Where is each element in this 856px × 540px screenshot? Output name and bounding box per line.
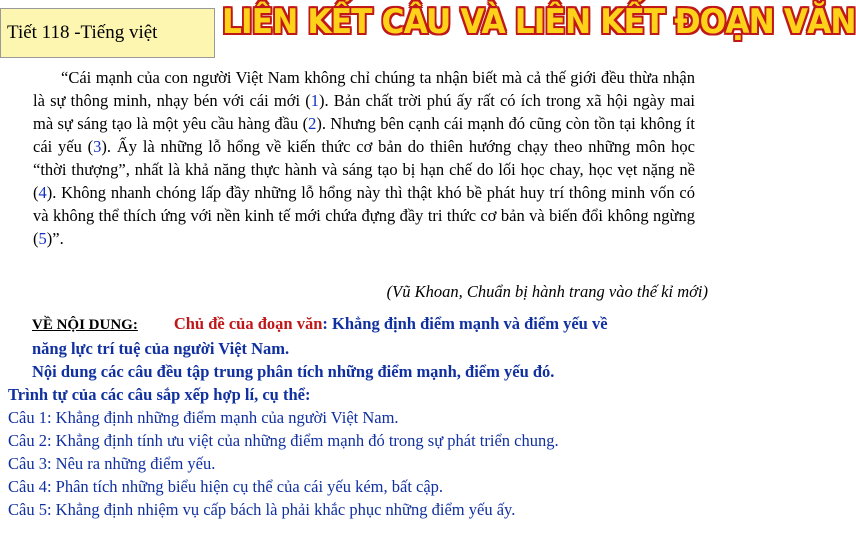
lesson-text: Tiết 118 -Tiếng việt — [7, 22, 158, 43]
list-item: Câu 4: Phân tích những biểu hiện cụ thể của cái yếu kém, bất cập. — [8, 477, 444, 496]
lesson-label — [0, 8, 215, 58]
list-item: Câu 3: Nêu ra những điểm yếu. — [8, 454, 216, 473]
list-item: Câu 5: Khẳng định nhiệm vụ cấp bách là phải khắc phục những điểm yếu ấy. — [8, 500, 516, 519]
topic-label: Chủ đề của đoạn văn — [173, 314, 323, 333]
page-title: LIÊN KẾT CÂU VÀ LIÊN KẾT ĐOẠN VĂN — [222, 2, 856, 42]
sentence-number: 5 — [38, 229, 47, 248]
analysis-section — [8, 312, 714, 521]
sentence-number: 4 — [38, 183, 47, 202]
sentence-number: 2 — [308, 114, 317, 133]
quoted-paragraph — [33, 66, 695, 250]
topic-text: : Khẳng định điểm mạnh và điểm yếu về — [322, 314, 608, 333]
order-heading: Trình tự của các câu sắp xếp hợp lí, cụ thể: — [8, 385, 311, 404]
sentence-number: 1 — [310, 91, 319, 110]
quote-segment: ). Ấy là những lỗ hổng về kiến thức cơ bản do thiên hướng chạy theo những môn học “thời thượng”, nhất là khả năng thực hành và sáng tạo bị hạn chế do lối học chay, học vẹt nặng nề ( — [33, 137, 695, 202]
list-item: Câu 1: Khẳng định những điểm mạnh của người Việt Nam. — [8, 408, 399, 427]
quote-segment: “Cái mạnh của con người Việt Nam không chỉ chúng ta nhận biết mà cả thế giới đều thừa nhận là sự thông minh, nhạy bén với cái mới ( — [33, 68, 695, 110]
sentence-number: 3 — [93, 137, 102, 156]
quote-segment: ). Bản chất trời phú ấy rất có ích trong xã hội ngày mai mà sự sáng tạo là một yêu cầu hàng đầu ( — [33, 91, 695, 133]
quote-text — [33, 66, 695, 250]
topic-continuation: năng lực trí tuệ của người Việt Nam. — [32, 339, 290, 358]
quote-segment: ). Không nhanh chóng lấp đầy những lỗ hổng này thì thật khó bề phát huy trí thông minh vốn có và không thể thích ứng với nền kinh tế mới chứa đựng đầy tri thức cơ bản và biến đổi không ngừng ( — [33, 183, 695, 248]
quote-segment: ). Nhưng bên cạnh cái mạnh đó cũng còn tồn tại không ít cái yếu ( — [33, 114, 695, 156]
focus-statement: Nội dung các câu đều tập trung phân tích những điểm mạnh, điểm yếu đó. — [32, 362, 555, 381]
quote-segment: )”. — [46, 229, 64, 248]
topic-row — [8, 312, 714, 337]
list-item: Câu 2: Khẳng định tính ưu việt của những điểm mạnh đó trong sự phát triển chung. — [8, 431, 559, 450]
quote-source: (Vũ Khoan, Chuẩn bị hành trang vào thế kỉ mới) — [386, 282, 708, 301]
section-label: VỀ NỘI DUNG: — [32, 317, 138, 333]
